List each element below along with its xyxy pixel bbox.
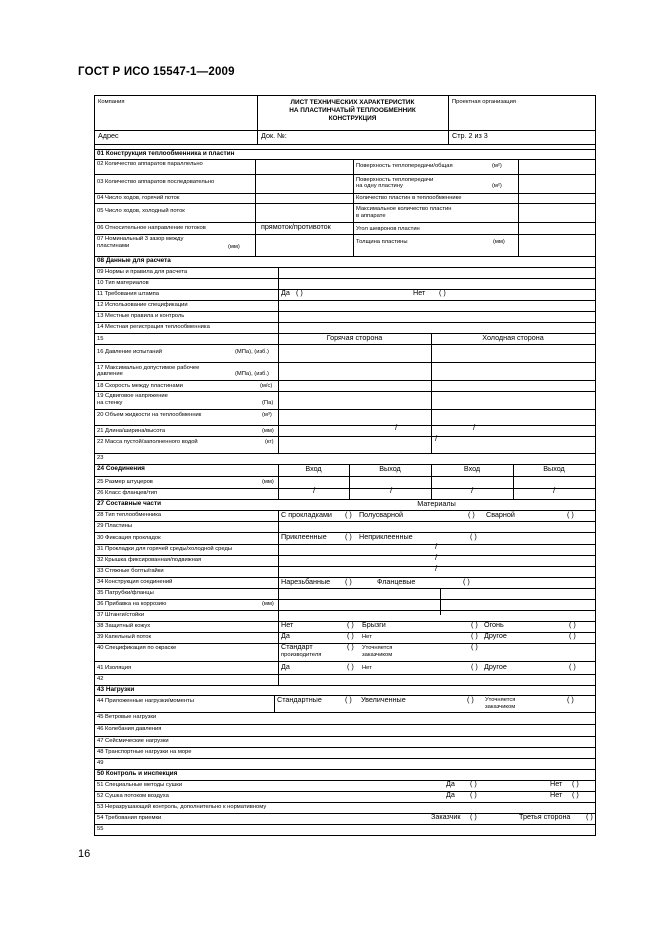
- row-38-option-c-checkbox[interactable]: ( ): [569, 620, 576, 629]
- company-label: Компания: [98, 99, 125, 105]
- row-39-label: 39 Капельный поток: [97, 634, 152, 640]
- row-20-unit: (м³): [262, 412, 272, 418]
- row-28-option-c: Сварной: [486, 510, 515, 519]
- row-30-option-b: Неприклеенные: [359, 532, 413, 541]
- row-line: [95, 300, 595, 301]
- row-49-label: 49: [97, 760, 104, 766]
- row-line: [95, 174, 595, 175]
- row-30-option-b-checkbox[interactable]: ( ): [470, 532, 477, 541]
- row-51-yes: Да: [446, 779, 455, 788]
- row-44-option-b: Увеличенные: [361, 695, 406, 704]
- row-line: [95, 599, 595, 600]
- row-29-label: 29 Пластины: [97, 523, 132, 529]
- inlet-header-cold: Вход: [463, 464, 481, 473]
- row-33-slash: /: [435, 564, 438, 573]
- row-28-option-b-checkbox[interactable]: ( ): [468, 510, 475, 519]
- row-11-no-checkbox[interactable]: ( ): [439, 288, 446, 297]
- row-31-slash: /: [435, 542, 438, 551]
- sheet-title-line3: КОНСТРУКЦИЯ: [328, 115, 377, 122]
- row-26-slash: /: [471, 486, 474, 495]
- row-37-label: 37 Штанги/стойки: [97, 612, 145, 618]
- row-39-option-c-checkbox[interactable]: ( ): [569, 631, 576, 640]
- row-34-option-a-checkbox[interactable]: ( ): [345, 577, 352, 586]
- row-26-label: 26 Класс фланцев/тип: [97, 490, 158, 496]
- row-27-label: 27 Составные части: [97, 500, 162, 507]
- inlet-header-hot: Вход: [305, 464, 322, 473]
- row-05-label: 05 Число ходов, холодный поток: [97, 208, 185, 214]
- technical-data-sheet: [94, 95, 596, 836]
- row-34-label: 34 Конструкция соединений: [97, 579, 173, 585]
- row-54-label: 54 Требования приемки: [97, 815, 162, 821]
- row-03-unit: (м²): [492, 183, 502, 189]
- row-38-option-a-checkbox[interactable]: ( ): [347, 620, 354, 629]
- row-41-option-c-checkbox[interactable]: ( ): [569, 662, 576, 671]
- row-18-unit: (м/с): [260, 383, 273, 389]
- row-34-option-b: Фланцевые: [377, 577, 416, 586]
- row-40-option-b: Уточняется: [362, 645, 393, 651]
- row-51-no: Нет: [550, 779, 563, 788]
- row-26-slash: /: [553, 486, 556, 495]
- row-line: [95, 674, 595, 675]
- row-line: [95, 267, 595, 268]
- row-line: [95, 661, 595, 662]
- row-line: [95, 234, 595, 235]
- row-51-label: 51 Специальные методы сушки: [97, 782, 183, 788]
- row-38-option-a: Нет: [281, 620, 294, 629]
- section-01-label: 01 Конструкция теплообменника и пластин: [97, 150, 235, 157]
- row-52-yes: Да: [446, 790, 455, 799]
- row-line: [95, 436, 595, 437]
- row-26-slash: /: [313, 486, 316, 495]
- row-31-label: 31 Прокладки для горячей среды/холодной среды: [97, 546, 233, 552]
- row-40-option-a: Стандарт: [281, 642, 313, 651]
- row-12-label: 12 Использование спецификации: [97, 302, 188, 308]
- row-10-label: 10 Тип материалов: [97, 280, 149, 286]
- row-36-label: 36 Прибавка на коррозию: [97, 601, 167, 607]
- address-label: Адрес: [98, 131, 119, 140]
- row-11-yes: Да: [281, 288, 290, 297]
- row-30-option-a: Приклеенные: [281, 532, 327, 541]
- row-35-label: 35 Патрубки/фланцы: [97, 590, 154, 596]
- row-line: [95, 566, 595, 567]
- row-06-label: 06 Относительное направление потоков: [97, 225, 206, 231]
- row-32-slash: /: [435, 553, 438, 562]
- row-34-option-a: Нарезьбанные: [281, 577, 331, 586]
- row-14-label: 14 Местная регистрация теплообменника: [97, 324, 210, 330]
- row-44-option-a: Стандартные: [277, 695, 322, 704]
- header-divider: [448, 96, 449, 144]
- row-06-right-label: Угол шевронов пластин: [356, 226, 420, 232]
- row-04-label: 04 Число ходов, горячий поток: [97, 195, 180, 201]
- row-42-label: 42: [97, 676, 104, 682]
- row-line: [95, 289, 595, 290]
- outlet-header-hot: Выход: [379, 464, 401, 473]
- row-17-label-2: давление: [97, 371, 123, 377]
- row-34-option-b-checkbox[interactable]: ( ): [463, 577, 470, 586]
- row-21-unit: (мм): [262, 428, 274, 434]
- row-line: [95, 159, 595, 160]
- row-line: [95, 476, 595, 477]
- row-52-no-checkbox[interactable]: ( ): [572, 790, 579, 799]
- row-line: [95, 499, 595, 500]
- row-11-no: Нет: [413, 288, 426, 297]
- row-26-slash: /: [390, 486, 393, 495]
- row-54-option-a-checkbox[interactable]: ( ): [470, 812, 477, 821]
- row-41-option-b: Нет: [362, 665, 372, 671]
- row-line: [95, 724, 595, 725]
- row-44-option-c-2: заказчиком: [485, 704, 516, 710]
- row-40-label: 40 Спецификация по окраске: [97, 645, 177, 651]
- row-40-option-a-checkbox[interactable]: ( ): [347, 642, 354, 651]
- row-11-yes-checkbox[interactable]: ( ): [296, 288, 303, 297]
- col-divider: [278, 510, 279, 685]
- row-21-slash: /: [395, 423, 398, 432]
- row-17-label: 17 Максимально допустимое рабочее: [97, 365, 200, 371]
- row-line: [95, 791, 595, 792]
- row-38-label: 38 Защитный кожух: [97, 623, 151, 629]
- row-54-option-b-checkbox[interactable]: ( ): [586, 812, 593, 821]
- row-line: [95, 521, 595, 522]
- row-28-option-a: С прокладками: [281, 510, 332, 519]
- row-line: [95, 621, 595, 622]
- row-13-label: 13 Местные правила и контроль: [97, 313, 185, 319]
- row-46-label: 46 Колебания давления: [97, 726, 162, 732]
- row-39-option-a: Да: [281, 631, 290, 640]
- row-line: [95, 193, 595, 194]
- row-51-yes-checkbox[interactable]: ( ): [470, 779, 477, 788]
- header-line: [95, 130, 595, 131]
- sheet-title-line2: НА ПЛАСТИНЧАТЫЙ ТЕПЛООБМЕННИК: [289, 107, 416, 114]
- row-30-label: 30 Фиксация прокладок: [97, 535, 161, 541]
- section-43-label: 43 Нагрузки: [97, 686, 135, 693]
- row-39-option-c: Другое: [484, 631, 507, 640]
- row-line: [95, 453, 595, 454]
- row-38-option-c: Огонь: [484, 620, 504, 629]
- row-53-label: 53 Неразрушающий контроль, дополнительно к нормативному: [97, 804, 267, 810]
- row-02-unit: (м²): [492, 163, 502, 169]
- row-11-label: 11 Требования штампа: [97, 291, 160, 297]
- row-54-option-b: Третья сторона: [519, 812, 571, 821]
- cold-side-header: Холодная сторона: [482, 333, 544, 342]
- row-15-label: 15: [97, 336, 104, 342]
- row-19-label-2: на стенку: [97, 400, 123, 406]
- row-22-slash: /: [435, 434, 438, 443]
- row-40-option-b-2: заказчиком: [362, 652, 393, 658]
- row-02-right-label: Поверхность теплопередачи/общая: [356, 163, 453, 169]
- row-41-option-c: Другое: [484, 662, 507, 671]
- row-40-option-a-2: производителя: [281, 652, 322, 658]
- row-32-label: 32 Крышка фиксированная/подвижная: [97, 557, 202, 563]
- row-06-value: прямоток/противоток: [261, 222, 331, 231]
- row-line: [95, 643, 595, 644]
- row-line: [95, 588, 595, 589]
- document-title: ГОСТ Р ИСО 15547-1—2009: [78, 66, 235, 78]
- row-03-right-label: Поверхность теплопередачи: [356, 177, 434, 183]
- row-line: [95, 824, 595, 825]
- row-line: [95, 555, 595, 556]
- row-28-option-c-checkbox[interactable]: ( ): [567, 510, 574, 519]
- row-47-label: 47 Сейсмические нагрузки: [97, 738, 169, 744]
- row-line: [95, 409, 595, 410]
- row-19-label: 19 Сдвиговое напряжение: [97, 393, 168, 399]
- row-21-slash: /: [473, 423, 476, 432]
- row-41-option-a-checkbox[interactable]: ( ): [347, 662, 354, 671]
- row-41-label: 41 Изоляция: [97, 665, 132, 671]
- row-17-unit: (МПа), (изб.): [235, 371, 269, 377]
- row-21-label: 21 Длина/ширина/высота: [97, 428, 166, 434]
- row-07-right-unit: (мм): [493, 239, 505, 245]
- row-54-option-a: Заказчик: [431, 812, 461, 821]
- row-09-label: 09 Нормы и правила для расчета: [97, 269, 188, 275]
- col-divider: [274, 695, 275, 712]
- row-25-label: 25 Размер штуцеров: [97, 479, 153, 485]
- row-44-option-a-checkbox[interactable]: ( ): [345, 695, 352, 704]
- row-55-label: 55: [97, 826, 104, 832]
- row-line: [95, 391, 595, 392]
- row-52-no: Нет: [550, 790, 563, 799]
- row-38-option-b-checkbox[interactable]: ( ): [471, 620, 478, 629]
- row-line: [95, 222, 595, 223]
- row-04-right-label: Количество пластин в теплообменнике: [356, 195, 462, 201]
- row-line: [95, 610, 595, 611]
- section-08-label: 08 Данные для расчета: [97, 257, 171, 264]
- section-50-label: 50 Контроль и инспекция: [97, 770, 178, 777]
- row-20-label: 20 Объем жидкости на теплообменник: [97, 412, 202, 418]
- row-line: [95, 344, 595, 345]
- row-line: [95, 425, 595, 426]
- row-line: [95, 544, 595, 545]
- row-51-no-checkbox[interactable]: ( ): [572, 779, 579, 788]
- row-22-label: 22 Масса пустой/заполненного водой: [97, 439, 198, 445]
- row-05-right-label: Максимальное количество пластин: [356, 206, 452, 212]
- row-40-option-b-checkbox[interactable]: ( ): [471, 642, 478, 651]
- row-18-label: 18 Скорость между пластинами: [97, 383, 183, 389]
- section-24-label: 24 Соединения: [97, 465, 145, 472]
- hot-side-header: Горячая сторона: [326, 333, 383, 342]
- row-52-yes-checkbox[interactable]: ( ): [470, 790, 477, 799]
- row-line: [95, 311, 595, 312]
- row-line: [95, 736, 595, 737]
- row-16-label: 16 Давление испытаний: [97, 349, 162, 355]
- row-28-option-b: Полусварной: [359, 510, 404, 519]
- row-line: [95, 712, 595, 713]
- row-line: [95, 747, 595, 748]
- row-30-option-a-checkbox[interactable]: ( ): [345, 532, 352, 541]
- row-16-unit: (МПа), (изб.): [235, 349, 269, 355]
- row-39-option-b-checkbox[interactable]: ( ): [471, 631, 478, 640]
- row-39-option-a-checkbox[interactable]: ( ): [347, 631, 354, 640]
- row-line: [95, 380, 595, 381]
- row-line: [95, 632, 595, 633]
- row-07-label-2: пластинами: [97, 243, 130, 249]
- row-07-label: 07 Номинальный 3 зазор между: [97, 236, 184, 242]
- row-22-unit: (кг): [265, 439, 274, 445]
- row-line: [95, 322, 595, 323]
- row-03-right-label-2: на одну пластину: [356, 183, 403, 189]
- row-line: [95, 278, 595, 279]
- row-19-unit: (Па): [262, 400, 274, 406]
- row-25-unit: (мм): [262, 479, 274, 485]
- row-line: [95, 203, 595, 204]
- row-44-label: 44 Приложенные нагрузки/моменты: [97, 698, 194, 704]
- outlet-header-cold: Выход: [543, 464, 565, 473]
- row-28-label: 28 Тип теплообменника: [97, 512, 162, 518]
- row-44-option-b-checkbox[interactable]: ( ): [467, 695, 474, 704]
- row-39-option-b: Нет: [362, 634, 372, 640]
- row-line: [95, 362, 595, 363]
- row-07-right-label: Толщина пластины: [356, 239, 408, 245]
- row-line: [95, 488, 595, 489]
- col-divider: [431, 333, 432, 453]
- sheet-title-line1: ЛИСТ ТЕХНИЧЕСКИХ ХАРАКТЕРИСТИК: [290, 99, 415, 106]
- row-07-unit: (мм): [228, 244, 240, 250]
- row-41-option-a: Да: [281, 662, 290, 671]
- row-line: [95, 464, 595, 465]
- row-48-label: 48 Транспортные нагрузки на море: [97, 749, 192, 755]
- row-28-option-a-checkbox[interactable]: ( ): [345, 510, 352, 519]
- row-05-right-label-2: в аппарате: [356, 213, 386, 219]
- page-number: 16: [78, 848, 91, 860]
- row-45-label: 45 Ветровые нагрузки: [97, 714, 157, 720]
- row-03-label: 03 Количество аппаратов последовательно: [97, 179, 215, 185]
- row-44-option-c: Уточняется: [485, 697, 516, 703]
- row-line: [95, 802, 595, 803]
- row-02-label: 02 Количество аппаратов параллельно: [97, 161, 203, 167]
- row-36-unit: (мм): [262, 601, 274, 607]
- row-33-label: 33 Стяжные болты/гайки: [97, 568, 164, 574]
- row-52-label: 52 Сушка потоком воздуха: [97, 793, 169, 799]
- row-41-option-b-checkbox[interactable]: ( ): [471, 662, 478, 671]
- row-line: [95, 758, 595, 759]
- doc-number-label: Док. №:: [261, 131, 287, 140]
- row-line: [95, 780, 595, 781]
- design-org-label: Проектная организация: [452, 99, 516, 105]
- col-divider: [278, 333, 279, 453]
- header-line: [95, 144, 595, 145]
- row-44-option-c-checkbox[interactable]: ( ): [567, 695, 574, 704]
- row-38-option-b: Брызги: [362, 620, 386, 629]
- row-line: [95, 685, 595, 686]
- materials-header: Материалы: [417, 499, 456, 508]
- row-23-label: 23: [97, 455, 104, 461]
- page-count-label: Стр. 2 из 3: [452, 131, 488, 140]
